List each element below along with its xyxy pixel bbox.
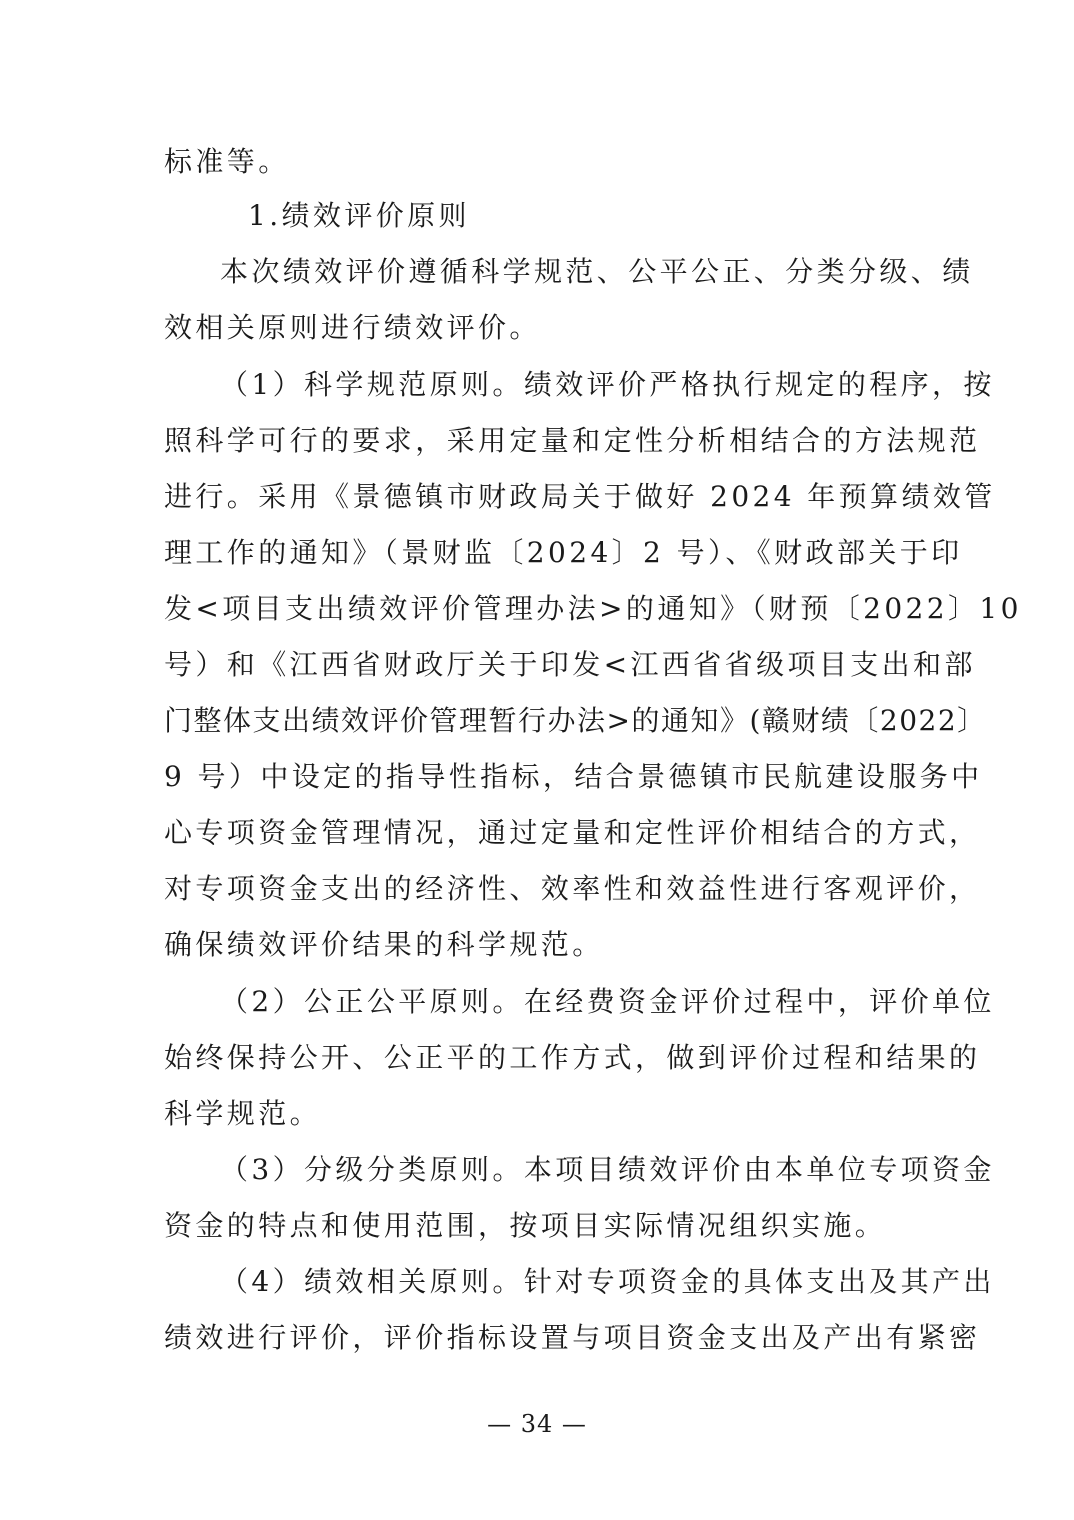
paragraph-line: 进行。采用《景德镇市财政局关于做好 2024 年预算绩效管 (164, 480, 996, 513)
paragraph-line: 确保绩效评价结果的科学规范。 (164, 928, 604, 961)
paragraph-line: 本次绩效评价遵循科学规范、公平公正、分类分级、绩 (220, 255, 974, 288)
text-line: 标准等。 (164, 145, 290, 178)
paragraph-line: 效相关原则进行绩效评价。 (164, 311, 541, 344)
paragraph-line: （2）公正公平原则。在经费资金评价过程中，评价单位 (220, 985, 995, 1018)
paragraph-line: 对专项资金支出的经济性、效率性和效益性进行客观评价， (164, 872, 981, 905)
paragraph-line: 科学规范。 (164, 1097, 322, 1130)
paragraph-line: 资金的特点和使用范围，按项目实际情况组织实施。 (164, 1209, 887, 1242)
paragraph-line: 号）和《江西省财政厅关于印发<江西省省级项目支出和部 (164, 648, 976, 681)
section-heading: 1.绩效评价原则 (248, 199, 470, 232)
paragraph-line: 心专项资金管理情况，通过定量和定性评价相结合的方式， (164, 816, 981, 849)
paragraph-line: （1）科学规范原则。绩效评价严格执行规定的程序，按 (220, 368, 995, 401)
paragraph-line: 理工作的通知》（景财监〔2024〕2 号）、《财政部关于印 (164, 536, 963, 569)
paragraph-line: 照科学可行的要求，采用定量和定性分析相结合的方法规范 (164, 424, 981, 457)
paragraph-line: （3）分级分类原则。本项目绩效评价由本单位专项资金 (220, 1153, 995, 1186)
page-number: — 34 — (487, 1410, 587, 1438)
paragraph-line: 门整体支出绩效评价管理暂行办法>的通知》(赣财绩〔2022〕 (164, 704, 987, 737)
paragraph-line: 发<项目支出绩效评价管理办法>的通知》（财预〔2022〕10 (164, 592, 1022, 625)
paragraph-line: 绩效进行评价，评价指标设置与项目资金支出及产出有紧密 (164, 1321, 981, 1354)
paragraph-line: 9 号）中设定的指导性指标，结合景德镇市民航建设服务中 (164, 760, 983, 793)
paragraph-line: 始终保持公开、公正平的工作方式，做到评价过程和结果的 (164, 1041, 981, 1074)
paragraph-line: （4）绩效相关原则。针对专项资金的具体支出及其产出 (220, 1265, 995, 1298)
